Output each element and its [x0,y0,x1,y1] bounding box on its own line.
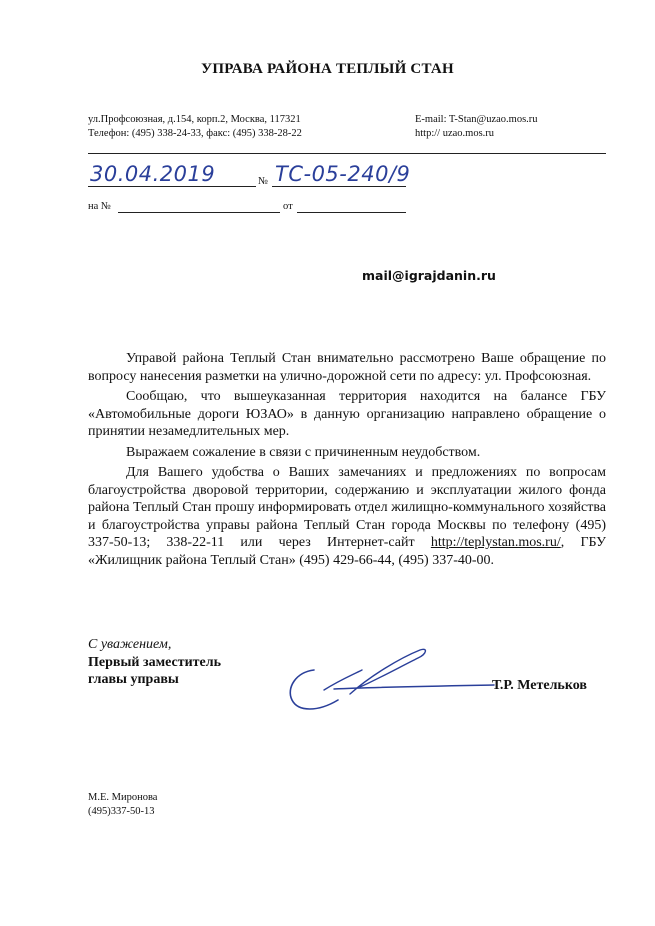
handwritten-signature [280,640,495,720]
sender-contacts [88,113,302,141]
outgoing-date: 30.04.2019 [90,162,216,186]
from-underline [297,212,406,213]
outgoing-number: ТС-05-240/9 [275,162,411,186]
executor-name: М.Е. Миронова [88,792,158,803]
website-link[interactable]: http://teplystan.mos.ru/ [430,535,561,550]
ref-label: на № [88,201,111,212]
signature-block [88,636,221,689]
sender-website: http:// uzao.mos.ru [415,128,495,139]
recipient-email: mail@igrajdanin.ru [362,268,496,283]
body-p4-text: Для Вашего удобства о Ваших замечаниях и предложениях по вопросам благоустройства дворовой территории, содержанию и эксплуатации жилого фонда района Теплый Стан прошу информировать отдел жилищно-коммунального хозяйства и благоустройства управы района Теплый Стан города Москвы по телефону (495) 337-50-13; 338-22-11 или через Интернет-сайт [88,465,606,550]
header-divider [88,153,606,154]
executor-info [88,791,157,819]
signer-position-1: Первый заместитель [88,654,221,670]
number-underline [272,186,406,187]
sender-phone: Телефон: (495) 338-24-33, факс: (495) 338-28-22 [88,128,302,139]
signer-name: Т.Р. Метельков [492,678,587,693]
body-paragraph-4 [88,464,606,569]
sender-address: ул.Профсоюзная, д.154, корп.2, Москва, 117321 [88,114,301,125]
sender-email: E-mail: T-Stan@uzao.mos.ru [415,114,538,125]
executor-phone: (495)337-50-13 [88,806,155,817]
sender-web [415,113,538,141]
from-label: от [283,201,293,212]
page-title: УПРАВА РАЙОНА ТЕПЛЫЙ СТАН [201,61,454,77]
closing-phrase: С уважением, [88,637,172,652]
body-paragraph-2: Сообщаю, что вышеуказанная территория находится на балансе ГБУ «Автомобильные дороги ЮЗАО» в данную организацию направлено обращение о принятии незамедлительных мер. [88,389,606,439]
body-paragraph-3: Выражаем сожаление в связи с причиненным неудобством. [126,444,481,460]
body-paragraph-1: Управой района Теплый Стан внимательно рассмотрено Ваше обращение по вопросу нанесения разметки на улично-дорожной сети по адресу: ул. Профсоюзная. [88,351,606,384]
ref-underline [118,212,280,213]
number-label: № [258,176,269,187]
date-underline [88,186,256,187]
letter-body [88,350,606,572]
body-p4-tail: , ГБУ «Жилищник района Теплый Стан» (495) 429-66-44, (495) 337-40-00. [88,535,606,568]
signer-position-2: главы управы [88,672,179,687]
